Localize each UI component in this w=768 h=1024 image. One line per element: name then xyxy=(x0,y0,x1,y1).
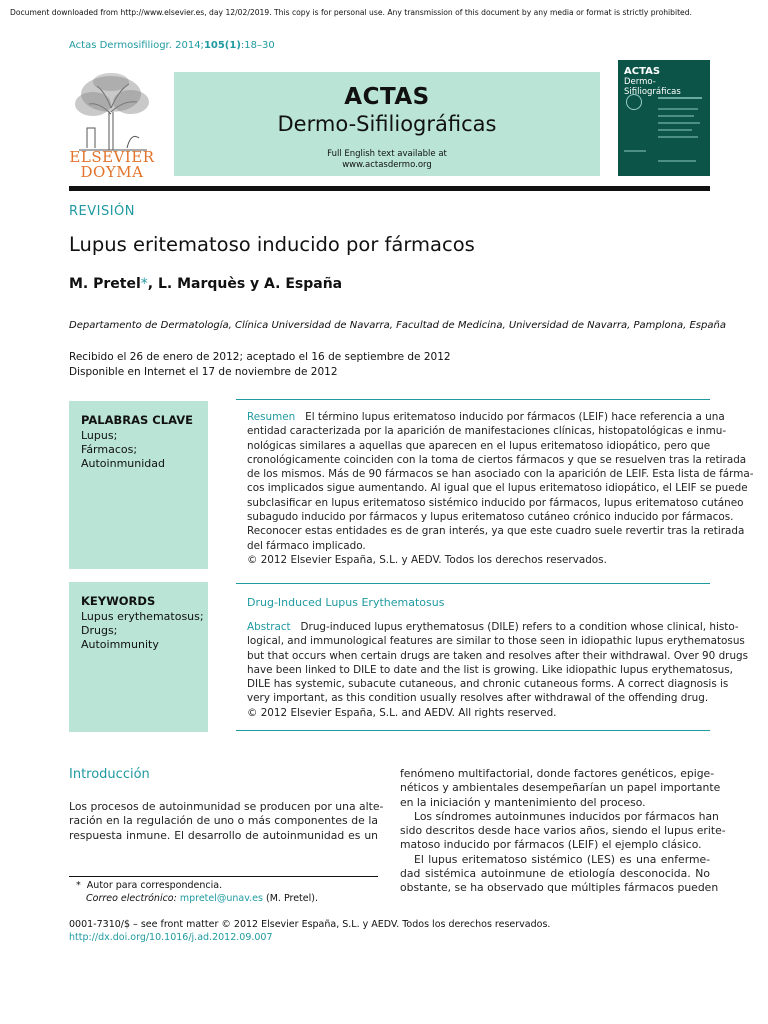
abstract-rule xyxy=(236,399,710,400)
author-rest: , L. Marquès y A. España xyxy=(147,276,343,292)
authors xyxy=(69,276,342,292)
cover-line xyxy=(658,160,696,162)
resumen-line: de los mismos. Más de 90 fármacos se han asociado con la aparición de LEIF. Esta lista de fárma- xyxy=(247,468,754,481)
cover-title: ACTAS xyxy=(624,66,661,77)
logo-line2: DOYMA xyxy=(80,163,144,181)
resumen-line: cos implicados sigue aumentando. Al igual que el lupus eritematoso idiopático, el LEIF se puede xyxy=(247,482,748,495)
keyword-item: Drugs; xyxy=(81,624,118,637)
intro-left-column xyxy=(69,800,384,843)
abstract-line: have been linked to DILE to date and the list is growing. Like idiopathic lupus erythematosus, xyxy=(247,663,733,676)
resumen-block xyxy=(247,410,754,567)
body-line: Los síndromes autoinmunes inducidos por fármacos han xyxy=(414,809,719,823)
intro-right-column xyxy=(400,767,726,896)
resumen-label: Resumen xyxy=(247,411,296,423)
keyword-item: Autoinmunidad xyxy=(81,457,165,470)
keywords-es-box xyxy=(69,401,208,569)
footnote-email-line xyxy=(86,893,318,904)
abstract-line: DILE has systemic, subacute cutaneous, and chronic cutaneous forms. A correct diagnosis is xyxy=(247,678,729,691)
body-line: Los procesos de autoinmunidad se producen por una alte- xyxy=(69,800,384,813)
cover-line xyxy=(658,136,698,138)
banner-subtitle: Dermo-Sifiliográficas xyxy=(277,112,497,136)
footnote-rule xyxy=(69,876,378,877)
cover-line xyxy=(624,150,646,152)
resumen-line: del fármaco implicado. xyxy=(247,539,366,552)
article-title: Lupus eritematoso inducido por fármacos xyxy=(69,233,475,256)
resumen-line: subagudo inducido por fármacos y lupus eritematoso cutáneo crónico inducido por fármacos. xyxy=(247,511,734,524)
resumen-line: entidad caracterizada por la aparición de manifestaciones clínicas, histopatológicas e inmu- xyxy=(247,425,727,438)
resumen-line: Resumen El término lupus eritematoso inducido por fármacos (LEIF) hace referencia a una xyxy=(247,411,725,423)
body-line: obstante, se ha observado que múltiples fármacos pueden xyxy=(400,881,719,895)
body-line: sido descritos desde hace varios años, siendo el lupus erite- xyxy=(400,824,726,838)
body-line: ración en la regulación de uno o más componentes de la xyxy=(69,814,378,828)
section-label: REVISIÓN xyxy=(69,204,136,219)
elsevier-tree-icon xyxy=(69,72,155,152)
resumen-line: Reconocer estas entidades es de gran interés, ya que este cuadro suele revertir tras la retirada xyxy=(247,525,745,538)
keywords-en-title: KEYWORDS xyxy=(81,594,156,608)
banner-title: ACTAS xyxy=(344,84,430,110)
abstract-line: but that occurs when certain drugs are taken and resolves after their withdrawal. Over 90 drugs xyxy=(247,649,749,662)
body-line: El lupus eritematoso sistémico (LES) es una enferme- xyxy=(414,852,710,866)
logo-line1: ELSEVIER xyxy=(69,148,155,166)
abstract-line: very important, as this condition usually resolves after withdrawal of the offending drug. xyxy=(247,692,709,705)
body-line: en la iniciación y mantenimiento del proceso. xyxy=(400,795,646,809)
footnote-text: Autor para correspondencia. xyxy=(86,880,223,891)
resumen-line: subclasificar en lupus eritematoso sistémico inducido por fármacos, lupus eritematoso cutáneo xyxy=(247,496,744,509)
abstract-block xyxy=(247,620,749,720)
cover-line xyxy=(658,108,698,110)
journal-cover-thumbnail xyxy=(618,60,710,176)
cover-seal-icon xyxy=(626,94,642,110)
keywords-es-title: PALABRAS CLAVE xyxy=(81,413,193,427)
cover-line xyxy=(658,115,694,117)
body-line: dad sistémica autoinmune de etiología desconocida. No xyxy=(400,867,710,881)
keywords-en-box xyxy=(69,582,208,732)
download-notice: Document downloaded from http://www.elsevier.es, day 12/02/2019. This copy is for personal use. Any transmission of this document by any media or format is strictly prohibited. xyxy=(10,8,692,17)
keyword-item: Autoimmunity xyxy=(81,638,159,651)
cover-line xyxy=(658,97,702,99)
keyword-item: Fármacos; xyxy=(81,443,138,456)
intro-heading: Introducción xyxy=(69,767,150,782)
affiliation: Departamento de Dermatología, Clínica Universidad de Navarra, Facultad de Medicina, Universidad de Navarra, Pamplona, España xyxy=(69,320,726,331)
email-owner: (M. Pretel). xyxy=(266,893,318,904)
citation-volume: 105(1) xyxy=(203,40,241,51)
banner-english-line1: Full English text available at xyxy=(327,149,447,159)
cover-subtitle: Dermo-Sifiliográficas xyxy=(624,77,681,97)
journal-citation xyxy=(69,40,275,51)
online-date: Disponible en Internet el 17 de noviembre de 2012 xyxy=(69,366,338,378)
cover-line xyxy=(658,129,692,131)
author-email-link[interactable]: mpretel@unav.es xyxy=(179,893,263,904)
elsevier-logo xyxy=(69,72,155,180)
received-date: Recibido el 26 de enero de 2012; aceptado el 16 de septiembre de 2012 xyxy=(69,351,451,363)
body-line: fenómeno multifactorial, donde factores genéticos, epige- xyxy=(400,767,715,780)
abstract-line: logical, and immunological features are similar to those seen in idiopathic lupus erythematosus xyxy=(247,635,745,648)
abstract-rule xyxy=(236,583,710,584)
footnote-mark: * xyxy=(76,880,81,891)
abstract-line: Abstract Drug-induced lupus erythematosus (DILE) refers to a condition whose clinical, histo- xyxy=(247,621,739,633)
resumen-line: cronológicamente coinciden con la toma de ciertos fármacos y que se resuelven tras la retirada xyxy=(247,453,747,466)
body-line: néticos y ambientales desempeñarían un papel importante xyxy=(400,781,721,795)
front-matter: 0001-7310/$ – see front matter © 2012 Elsevier España, S.L. y AEDV. Todos los derechos reservados. xyxy=(69,919,551,930)
journal-banner xyxy=(174,72,600,176)
body-line: matoso inducido por fármacos (LEIF) el ejemplo clásico. xyxy=(400,838,702,852)
banner-english-line2: www.actasdermo.org xyxy=(342,160,432,170)
abstract-rule xyxy=(236,730,710,731)
keyword-item: Lupus erythematosus; xyxy=(81,610,204,623)
resumen-copyright: © 2012 Elsevier España, S.L. y AEDV. Todos los derechos reservados. xyxy=(247,553,607,566)
abstract-label: Abstract xyxy=(247,621,291,633)
author-first: M. Pretel xyxy=(69,276,141,292)
abstract-copyright: © 2012 Elsevier España, S.L. and AEDV. All rights reserved. xyxy=(247,706,557,719)
body-line: respuesta inmune. El desarrollo de autoinmunidad es un xyxy=(69,828,378,842)
footnote-correspondence xyxy=(76,880,222,891)
citation-journal: Actas Dermosifiliogr. 2014; xyxy=(69,40,204,51)
cover-line xyxy=(658,122,700,124)
corresponding-author-mark[interactable]: * xyxy=(140,276,148,292)
doi-link[interactable]: http://dx.doi.org/10.1016/j.ad.2012.09.007 xyxy=(69,932,273,943)
citation-pages: :18–30 xyxy=(240,40,275,51)
header-rule xyxy=(69,186,710,191)
english-title: Drug-Induced Lupus Erythematosus xyxy=(247,596,445,609)
email-label: Correo electrónico: xyxy=(86,893,177,904)
keyword-item: Lupus; xyxy=(81,429,118,442)
resumen-line: nológicas similares a aquellas que aparecen en el lupus eritematoso idiopático, pero que xyxy=(247,439,711,452)
